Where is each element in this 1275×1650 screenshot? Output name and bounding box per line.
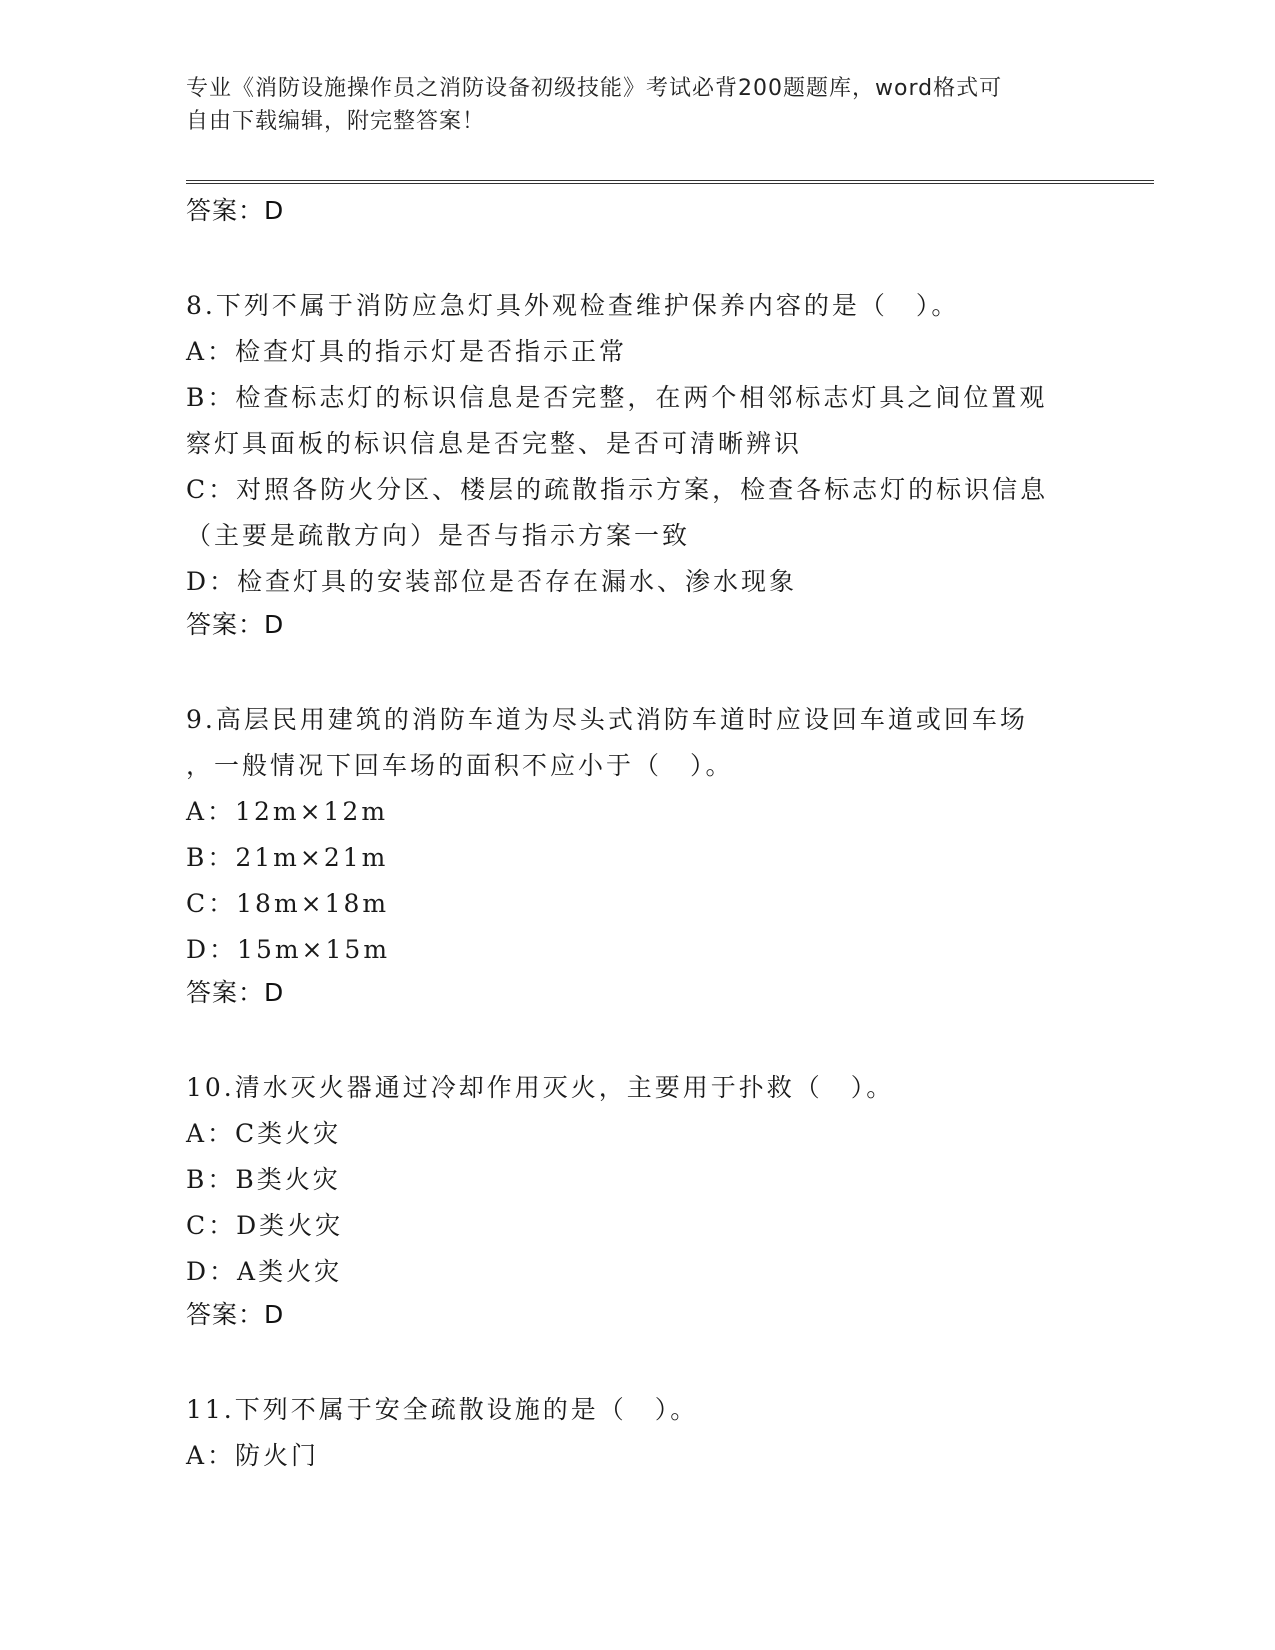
question-spacer xyxy=(186,1335,1086,1387)
question-spacer xyxy=(186,231,1086,283)
option-b: B：检查标志灯的标识信息是否完整，在两个相邻标志灯具之间位置观 xyxy=(186,383,1048,412)
question-block xyxy=(186,1065,1086,1335)
header-line: 自由下载编辑，附完整答案！ xyxy=(186,109,486,134)
option-b: B：B类火灾 xyxy=(186,1165,341,1194)
answer-line: 答案：D xyxy=(186,1300,285,1329)
answer-line: 答案：D xyxy=(186,978,285,1007)
option-a: A：防火门 xyxy=(186,1441,320,1470)
question-block xyxy=(186,1387,1086,1479)
option-b-continued: 察灯具面板的标识信息是否完整、是否可清晰辨识 xyxy=(186,429,803,458)
option-c: C：D类火灾 xyxy=(186,1211,344,1240)
question-spacer xyxy=(186,1013,1086,1065)
question-stem-continued: ，一般情况下回车场的面积不应小于（ ）。 xyxy=(186,751,734,780)
header-line: 专业《消防设施操作员之消防设备初级技能》考试必背200题题库，word格式可 xyxy=(186,76,1003,101)
option-b: B：21m×21m xyxy=(186,843,389,872)
question-stem: 11.下列不属于安全疏散设施的是（ ）。 xyxy=(186,1395,699,1424)
option-d: D：A类火灾 xyxy=(186,1257,343,1286)
option-a: A：检查灯具的指示灯是否指示正常 xyxy=(186,337,628,366)
option-c-continued: （主要是疏散方向）是否与指示方案一致 xyxy=(186,521,691,550)
question-stem: 9.高层民用建筑的消防车道为尽头式消防车道时应设回车道或回车场 xyxy=(186,705,1028,734)
question-spacer xyxy=(186,645,1086,697)
answer-line: 答案：D xyxy=(186,196,285,225)
answer-line: 答案：D xyxy=(186,610,285,639)
option-a: A：12m×12m xyxy=(186,797,389,826)
page-header xyxy=(186,72,1086,138)
question-block xyxy=(186,697,1086,1013)
document-body xyxy=(186,191,1086,1479)
option-a: A：C类火灾 xyxy=(186,1119,342,1148)
question-stem: 10.清水灭火器通过冷却作用灭火，主要用于扑救（ ）。 xyxy=(186,1073,895,1102)
header-divider xyxy=(186,180,1154,181)
option-d: D：15m×15m xyxy=(186,935,391,964)
question-stem: 8.下列不属于消防应急灯具外观检查维护保养内容的是（ ）。 xyxy=(186,291,960,320)
option-c: C：对照各防火分区、楼层的疏散指示方案，检查各标志灯的标识信息 xyxy=(186,475,1049,504)
header-divider xyxy=(186,183,1154,184)
option-d: D：检查灯具的安装部位是否存在漏水、渗水现象 xyxy=(186,567,798,596)
option-c: C：18m×18m xyxy=(186,889,390,918)
question-block xyxy=(186,283,1086,645)
